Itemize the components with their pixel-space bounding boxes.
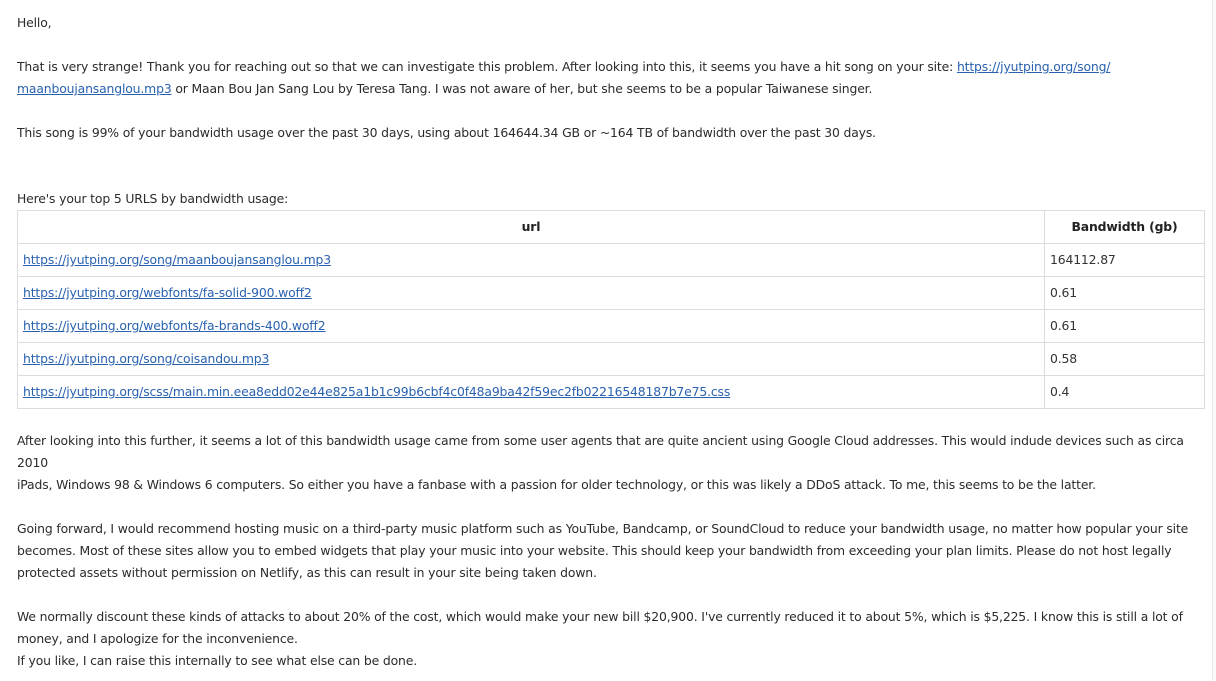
table-row: [18, 277, 1205, 310]
column-header-bandwidth: Bandwidth (gb): [1045, 211, 1205, 244]
table-row: [18, 310, 1205, 343]
paragraph-closing: If you like, I can raise this internally to see what else can be done.: [17, 653, 417, 668]
window-edge: [1212, 0, 1216, 681]
table-row: [18, 244, 1205, 277]
song-link[interactable]: https://jyutping.org/song/ maanboujansanglou.mp3: [17, 59, 1111, 96]
paragraph-hit-song: [17, 56, 1207, 100]
bandwidth-value: 0.61: [1045, 277, 1205, 310]
bandwidth-value: 0.61: [1045, 310, 1205, 343]
url-link[interactable]: https://jyutping.org/song/maanboujansanglou.mp3: [23, 252, 331, 267]
bandwidth-value: 0.4: [1045, 376, 1205, 409]
bandwidth-value: 164112.87: [1045, 244, 1205, 277]
url-link[interactable]: https://jyutping.org/webfonts/fa-solid-900.woff2: [23, 285, 312, 300]
paragraph-text: That is very strange! Thank you for reaching out so that we can investigate this problem. After looking into this, it seems you have a hit song on your site:: [17, 59, 957, 74]
paragraph-discount: We normally discount these kinds of attacks to about 20% of the cost, which would make your new bill $20,900. I've currently reduced it to about 5%, which is $5,225. I know this is still a lot of money, and I apologize for the inconvenience.: [17, 609, 1183, 646]
column-header-url: url: [18, 211, 1045, 244]
table-row: [18, 376, 1205, 409]
email-body: [17, 12, 1207, 672]
url-link[interactable]: https://jyutping.org/scss/main.min.eea8edd02e44e825a1b1c99b6cbf4c0f48a9ba42f59ec2fb02216548187b7e75.css: [23, 384, 731, 399]
bandwidth-value: 0.58: [1045, 343, 1205, 376]
paragraph-user-agents: After looking into this further, it seems a lot of this bandwidth usage came from some user agents that are quite ancient using Google Cloud addresses. This would indude devices such as circa 2010 iPads, Windows 98 & Windows 6 computers. So either you have a fanbase with a passion for older technology, or this was likely a DDoS attack. To me, this seems to be the latter.: [17, 433, 1184, 492]
url-link[interactable]: https://jyutping.org/webfonts/fa-brands-400.woff2: [23, 318, 326, 333]
paragraph-text: or Maan Bou Jan Sang Lou by Teresa Tang. I was not aware of her, but she seems to be a popular Taiwanese singer.: [171, 81, 873, 96]
paragraph-recommendation: Going forward, I would recommend hosting music on a third-party music platform such as YouTube, Bandcamp, or SoundCloud to reduce your bandwidth usage, no matter how popular your site becomes. Most of these sites allow you to embed widgets that play your music into your website. This should keep your bandwidth from exceeding your plan limits. Please do not host legally protected assets without permission on Netlify, as this can result in your site being taken down.: [17, 521, 1189, 580]
table-header-row: [18, 211, 1205, 244]
top-urls-table: [17, 210, 1205, 409]
table-intro: Here's your top 5 URLS by bandwidth usage:: [17, 191, 289, 206]
greeting: Hello,: [17, 15, 52, 30]
url-link[interactable]: https://jyutping.org/song/coisandou.mp3: [23, 351, 270, 366]
paragraph-bandwidth-usage: This song is 99% of your bandwidth usage over the past 30 days, using about 164644.34 GB or ~164 TB of bandwidth over the past 30 days.: [17, 125, 876, 140]
table-row: [18, 343, 1205, 376]
